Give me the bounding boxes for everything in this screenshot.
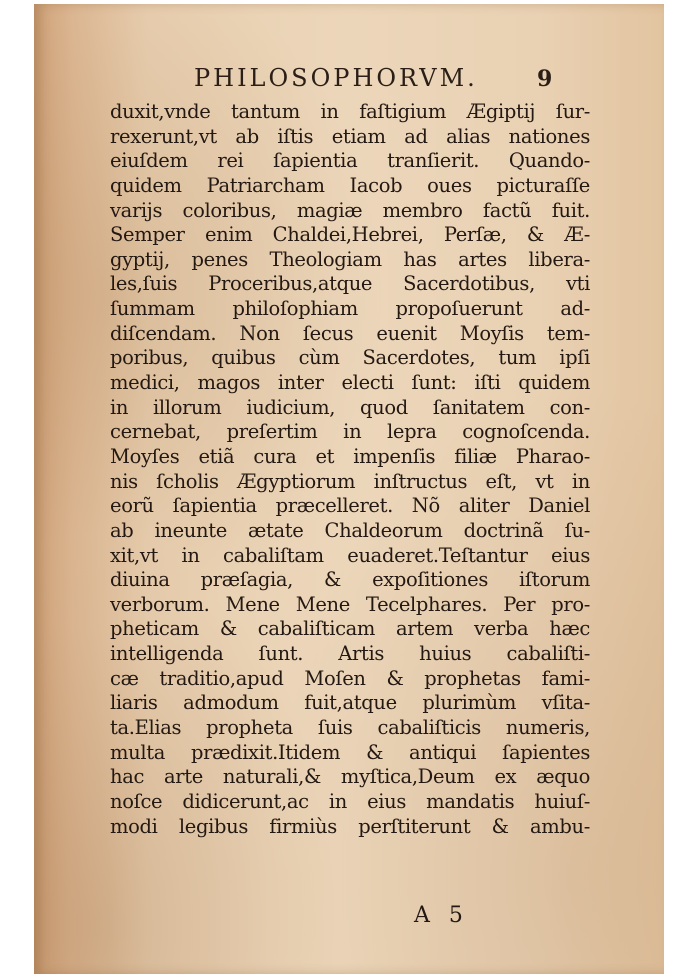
text-line: pheticam & cabaliſticam artem verba hæc bbox=[110, 617, 590, 641]
page-header bbox=[34, 62, 664, 102]
text-line: rexerunt,vt ab iſtis etiam ad alias nationes bbox=[110, 124, 590, 148]
text-line: ſummam philoſophiam propoſuerunt ad- bbox=[110, 297, 590, 321]
text-line: multa prædixit.Itidem & antiqui ſapientes bbox=[110, 740, 590, 764]
text-line: quidem Patriarcham Iacob oues picturaſſe bbox=[110, 173, 590, 197]
page-number: 9 bbox=[537, 66, 553, 92]
body-text bbox=[110, 100, 590, 839]
text-line: medici, magos inter electi ſunt: iſti quidem bbox=[110, 371, 590, 395]
running-head: PHILOSOPHORVM. bbox=[194, 64, 478, 92]
text-line: Moyſes etiã cura et impenſis filiæ Pharao- bbox=[110, 444, 590, 468]
text-line: ab ineunte ætate Chaldeorum doctrinã ſu- bbox=[110, 518, 590, 542]
book-page bbox=[34, 4, 664, 974]
text-line: eiuſdem rei ſapientia tranſierit. Quando- bbox=[110, 149, 590, 173]
text-line: gyptij, penes Theologiam has artes libera- bbox=[110, 247, 590, 271]
text-line: Semper enim Chaldei,Hebrei, Perſæ, & Æ- bbox=[110, 223, 590, 247]
text-line: xit,vt in cabaliſtam euaderet.Teſtantur eius bbox=[110, 543, 590, 567]
text-line: diſcendam. Non ſecus euenit Moyſis tem- bbox=[110, 321, 590, 345]
text-line: in illorum iudicium, quod ſanitatem con- bbox=[110, 395, 590, 419]
text-line: hac arte naturali,& myſtica,Deum ex æquo bbox=[110, 765, 590, 789]
text-line: cernebat, preſertim in lepra cognoſcenda. bbox=[110, 420, 590, 444]
text-line: eorũ ſapientia præcelleret. Nõ aliter Daniel bbox=[110, 494, 590, 518]
text-line: cæ traditio,apud Moſen & prophetas fami- bbox=[110, 666, 590, 690]
text-line: poribus, quibus cùm Sacerdotes, tum ipſi bbox=[110, 346, 590, 370]
text-line: noſce didicerunt,ac in eius mandatis huiuſ- bbox=[110, 789, 590, 813]
text-line: duxit,vnde tantum in faſtigium Ægiptij ſur- bbox=[110, 100, 590, 123]
text-line: nis ſcholis Ægyptiorum inſtructus eſt, vt in bbox=[110, 469, 590, 493]
text-line: verborum. Mene Mene Tecelphares. Per pro- bbox=[110, 592, 590, 616]
text-line: varijs coloribus, magiæ membro factũ fuit. bbox=[110, 198, 590, 222]
signature-mark: A 5 bbox=[414, 903, 469, 928]
text-line: les,ſuis Proceribus,atque Sacerdotibus, vti bbox=[110, 272, 590, 296]
text-line: ta.Elias propheta ſuis cabaliſticis numeris, bbox=[110, 716, 590, 740]
text-line: liaris admodum fuit,atque plurimùm vſita- bbox=[110, 691, 590, 715]
text-line: intelligenda ſunt. Artis huius cabaliſti- bbox=[110, 642, 590, 666]
text-line: diuina præſagia, & expoſitiones iſtorum bbox=[110, 568, 590, 592]
text-line: modi legibus firmiùs perſtiterunt & ambu- bbox=[110, 814, 590, 838]
